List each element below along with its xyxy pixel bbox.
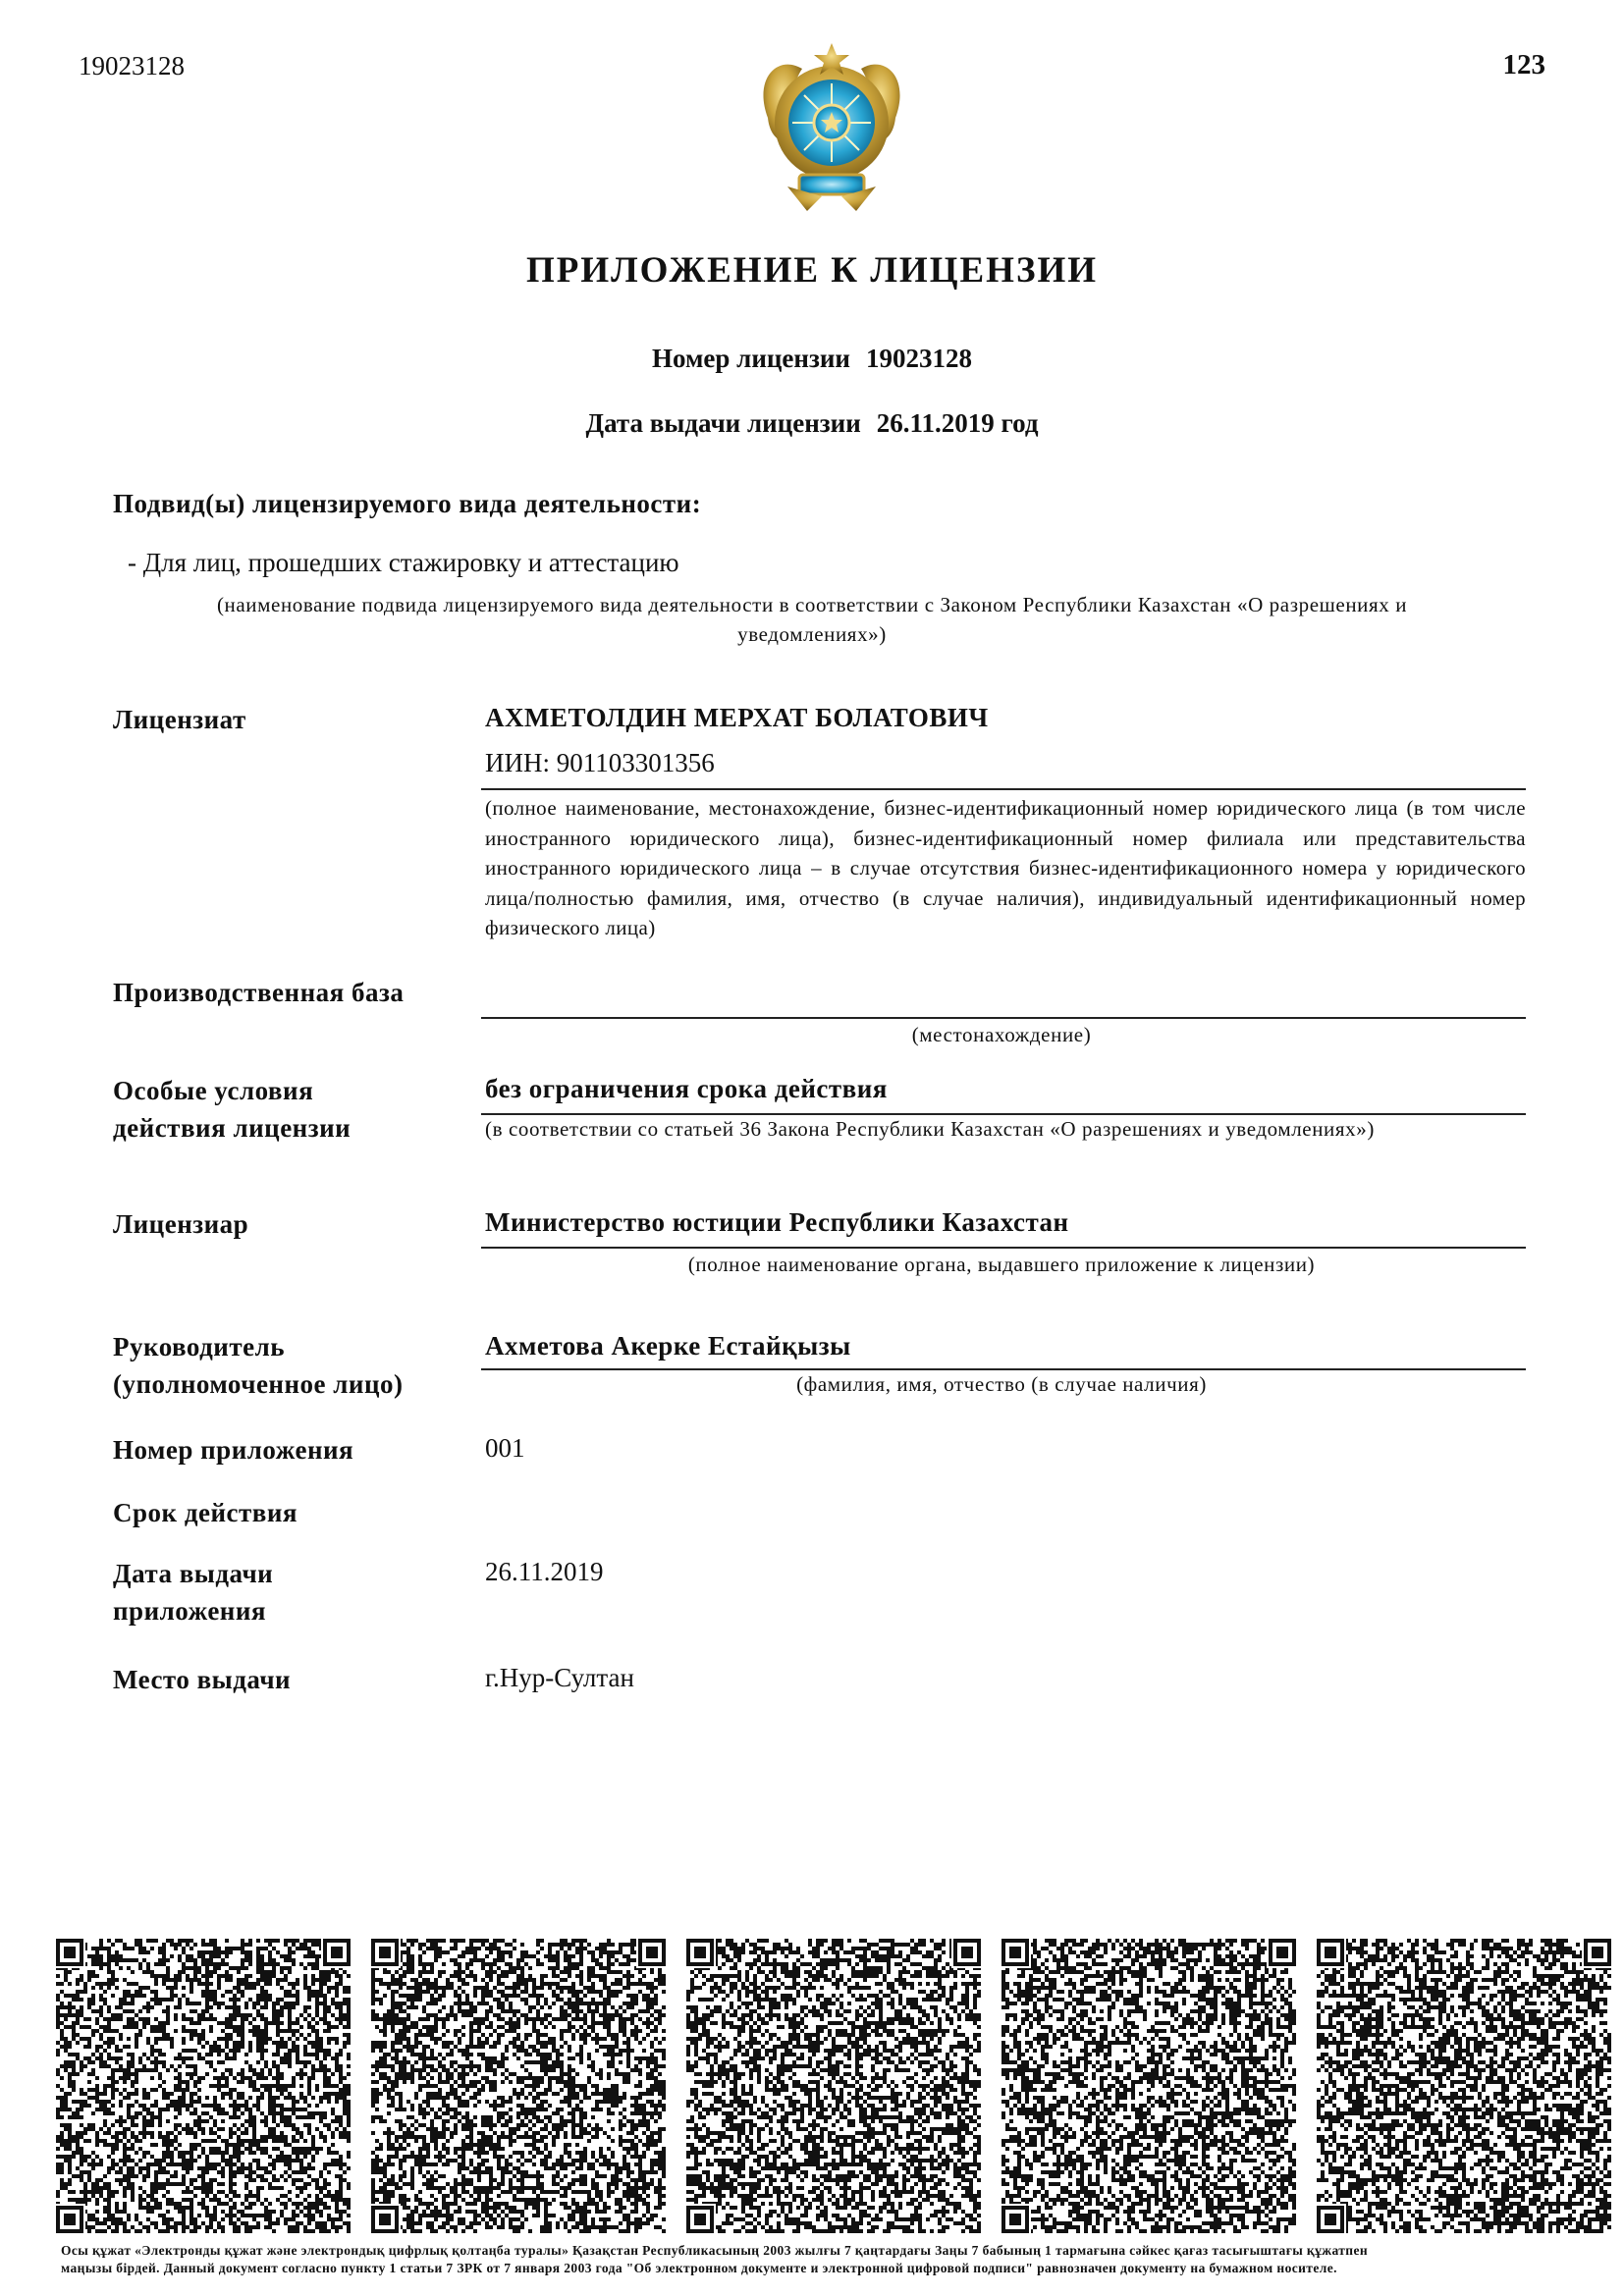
production-base-underline [481,1017,1526,1019]
appendix-number-value: 001 [485,1433,525,1463]
production-base-label: Производственная база [113,978,405,1007]
appendix-issue-date-label-2: приложения [113,1596,267,1626]
licensee-iin: ИИН: 901103301356 [485,748,715,777]
special-conditions-label-1: Особые условия [113,1076,314,1105]
special-conditions-note: (в соответствии со статьей 36 Закона Республики Казахстан «О разрешениях и уведомлениях») [485,1117,1375,1141]
license-number-label: Номер лицензии [652,344,850,373]
page-number: 123 [1502,49,1545,80]
license-date-label: Дата выдачи лицензии [585,408,861,438]
licensee-name: АХМЕТОЛДИН МЕРХАТ БОЛАТОВИЧ [485,703,989,732]
head-label-2: (уполномоченное лицо) [113,1369,404,1399]
licensor-label: Лицензиар [113,1209,249,1239]
licensor-underline [481,1247,1526,1249]
head-label-1: Руководитель [113,1332,286,1362]
footer-legal-note [61,2242,1583,2277]
appendix-validity-label: Срок действия [113,1498,298,1527]
licensor-note: (полное наименование органа, выдавшего приложение к лицензии) [687,1253,1316,1276]
licensee-label: Лицензиат [113,705,246,734]
appendix-place-value: г.Нур-Султан [485,1663,634,1692]
special-conditions-value: без ограничения срока действия [485,1074,888,1103]
subtype-note-line1: (наименование подвида лицензируемого вида деятельности в соответствии с Законом Республики Казахстан «О разрешениях и [216,593,1408,616]
special-conditions-underline [481,1113,1526,1115]
head-underline [481,1368,1526,1370]
appendix-issue-date-label-1: Дата выдачи [113,1559,274,1588]
licensee-note: (полное наименование, местонахождение, бизнес-идентификационный номер юридического лица (в том числе иностранного юридического лица), бизнес-идентификационный номер филиала или представительства иностранного юридического лица – в случае отсутствия бизнес-идентификационного номера у юридического лица/полностью фамилия, имя, отчество (в случае наличия), индивидуальный идентификационный номер физического лица) [485,796,1526,939]
footer-line-1: Осы құжат «Электронды құжат және электрондық цифрлық қолтаңба туралы» Қазақстан Республикасының 2003 жылғы 7 қаңтардағы Заңы 7 бабының 1 тармағына сәйкес қағаз тасығыштағы құжатпен [61,2243,1369,2258]
document-number: 19023128 [79,51,185,80]
state-emblem-icon [748,39,915,216]
qr-code-icon [1317,1939,1611,2233]
qr-code-icon [686,1939,981,2233]
qr-code-icon [371,1939,666,2233]
footer-line-2: маңызы бірдей. Данный документ согласно пункту 1 статьи 7 ЗРК от 7 января 2003 года "Об электронном документе и электронной цифровой подписи" равнозначен документу на бумажном носителе. [61,2261,1337,2275]
document-title: ПРИЛОЖЕНИЕ К ЛИЦЕНЗИИ [525,250,1099,291]
subtype-item: - Для лиц, прошедших стажировку и аттестацию [128,548,679,577]
subtype-note-line2: уведомлениях») [737,622,887,646]
qr-code-icon [56,1939,351,2233]
license-number-value: 19023128 [865,344,972,373]
appendix-issue-date-value: 26.11.2019 [485,1557,604,1586]
special-conditions-label-2: действия лицензии [113,1113,352,1143]
subtype-heading: Подвид(ы) лицензируемого вида деятельности: [113,489,702,518]
licensee-underline [481,788,1526,790]
appendix-place-label: Место выдачи [113,1665,292,1694]
head-note: (фамилия, имя, отчество (в случае наличия) [796,1372,1207,1396]
qr-code-icon [1001,1939,1296,2233]
license-date-value: 26.11.2019 год [876,408,1039,438]
licensor-value: Министерство юстиции Республики Казахстан [485,1207,1069,1237]
license-date-line [0,408,1624,439]
license-number-line [0,344,1624,374]
head-value: Ахметова Акерке Естайқызы [485,1331,851,1361]
appendix-number-label: Номер приложения [113,1435,354,1465]
production-base-note: (местонахождение) [911,1023,1092,1046]
